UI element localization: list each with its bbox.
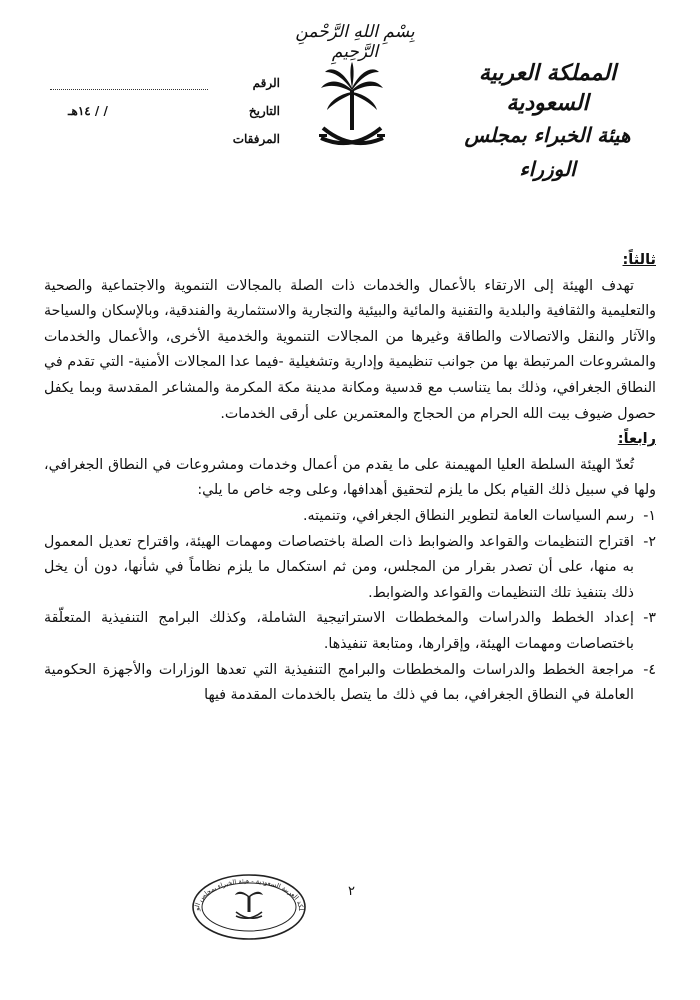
attachments-row [50,118,280,146]
council-name: هيئة الخبراء بمجلس الوزراء [464,123,631,181]
section-paragraph: تهدف الهيئة إلى الارتقاء بالأعمال والخدمات ذات الصلة بالمجالات التنموية والاجتماعية والصحية والتعليمية والثقافية والبلدية والتقنية والمائية والبيئية والتجارية والاستثمارية والفندقية، وبالإسكان والسياحة والآثار والنقل والاتصالات والطاقة وغيرها من المجالات التنموية والخدمية الأخرى، والأعمال والخدمات والمشروعات المرتبطة بها من جوانب تنظيمية وإدارية وتشغيلية -فيما عدا المجالات الأمنية- التي تقدم في النطاق الجغرافي، وذلك بما يتناسب مع قدسية ومكانة مدينة مكة المكرمة والمشاعر المقدسة وبما يكفل حصول ضيوف بيت الله الحرام من الحجاج والمعتمرين على أرقى الخدمات. [44,277,656,422]
list-item-text: مراجعة الخطط والدراسات والمخططات والبرامج التنفيذية التي تعدها الوزارات والأجهزة الحكومية العاملة في النطاق الجغرافي، بما في ذلك ما يتصل بالخدمات المقدمة فيها [44,661,634,704]
number-line [50,77,208,90]
date-value: / / ١٤هـ [68,104,108,118]
attachments-label: المرفقات [232,132,280,146]
list-item [44,606,656,657]
list-item-number: ٢- [643,533,656,550]
list-item-number: ٣- [643,610,656,627]
date-row [50,90,280,118]
list-item-number: ١- [643,507,656,524]
letterhead-title [435,58,660,186]
list-item-number: ٤- [643,661,656,678]
list-item-text: إعداد الخطط والدراسات والمخططات الاستراتيجية الشاملة، وكذلك البرامج التنفيذية المتعلّقة باختصاصات ومهمات الهيئة، وإقرارها، ومتابعة تنفيذها. [44,610,634,652]
list-item-text: رسم السياسات العامة لتطوير النطاق الجغرافي، وتنميته. [302,507,634,524]
list-item [44,658,656,709]
date-label: التاريخ [248,104,280,118]
list-item [44,504,656,530]
basmala: بِسْمِ اللهِ الرَّحْمنِ الرَّحِيمِ [295,22,415,62]
official-seal [190,872,308,942]
reference-block [50,62,280,146]
number-row [50,62,280,90]
palm-swords-emblem-icon [317,60,387,155]
list-item [44,530,656,607]
document-body [44,248,656,709]
page-number: ٢ [348,884,355,899]
number-label: الرقم [252,76,280,90]
section-heading: رابعاً: [617,431,656,448]
seal-text: لكة العربية السعودية - هيئة الخبراء بمجلس الو [192,876,306,912]
section-paragraph: تُعدّ الهيئة السلطة العليا المهيمنة على ما يقدم من أعمال وخدمات ومشروعات في النطاق الجغرافي، ولها في سبيل ذلك القيام بكل ما يلزم لتحقيق أهدافها، وعلى وجه خاص ما يلي: [44,456,656,499]
list-item-text: اقتراح التنظيمات والقواعد والضوابط ذات الصلة باختصاصات ومهمات الهيئة، واقتراح تعديل المعمول به منها، على أن تصدر بقرار من المجلس، ومن ثم استكمال ما يلزم نظاماً في شأنها، دون أن يخل ذلك بتنفيذ تلك التنظيمات والقواعد والضوابط. [44,533,634,601]
kingdom-name: المملكة العربية السعودية [478,60,617,116]
section-heading: ثالثاً: [622,252,656,268]
